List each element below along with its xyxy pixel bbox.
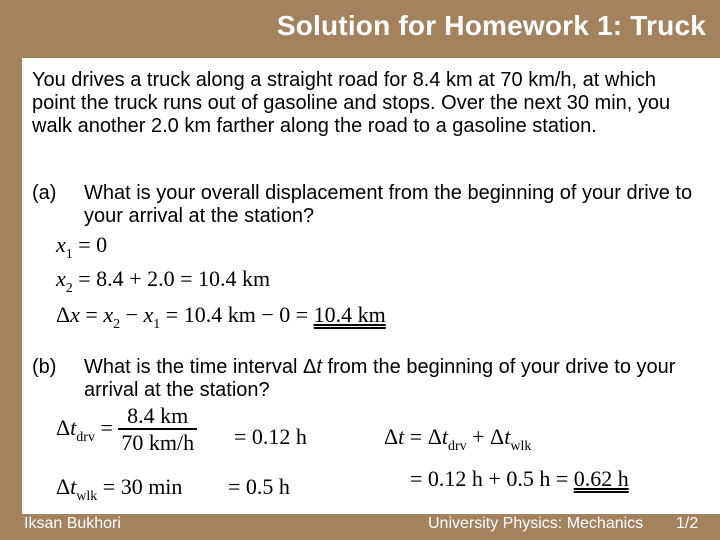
slide-title: Solution for Homework 1: Truck: [276, 10, 706, 41]
equation-t-walk-result: = 0.5 h: [228, 474, 290, 499]
question-a-label: (a): [32, 182, 57, 204]
time-answer: 0.62 h: [573, 466, 629, 491]
displacement-answer: 10.4 km: [313, 302, 386, 327]
equation-displacement: $\Delta x = x_2 - x_1 = 10.4$ km − 0 = 10.4 km: [56, 302, 386, 332]
equation-t-total-result: = 0.12 h + 0.5 h = 0.62 h: [410, 466, 629, 491]
equation-x1: $x_1 = 0$: [56, 232, 108, 262]
drive-fraction: $\frac{8.4 km}{70 km/h}$: [118, 404, 197, 456]
equation-t-drive-result: = 0.12 h: [234, 424, 307, 449]
footer-author: Iksan Bukhori: [24, 515, 121, 532]
equation-t-drive: $\Delta t_{drv}$ = $\frac{8.4 km}{70 km/h}$: [56, 404, 197, 456]
content-panel: [22, 58, 720, 514]
equation-t-walk: $\Delta t_{wlk} = 30$ min: [56, 474, 183, 504]
footer-page-number: 1/2: [676, 515, 699, 532]
question-b-text: What is the time interval Δt from the beginning of your drive to your arrival at the station?: [84, 356, 676, 401]
question-b-label: (b): [32, 356, 57, 378]
equation-t-total: $\Delta t = \Delta t_{drv} + \Delta t_{wlk}$: [384, 424, 532, 454]
footer-course: University Physics: Mechanics: [428, 515, 644, 532]
question-a-text: What is your overall displacement from the beginning of your drive to your arrival at the station?: [84, 182, 693, 227]
problem-statement: You drives a truck along a straight road for 8.4 km at 70 km/h, at which point the truck runs out of gasoline and stops. Over the next 30 min, you walk another 2.0 km farther along the road to a gasoline station.: [32, 69, 671, 137]
equation-x2: $x_2 = 8.4 + 2.0 = 10.4$ km: [56, 266, 271, 296]
